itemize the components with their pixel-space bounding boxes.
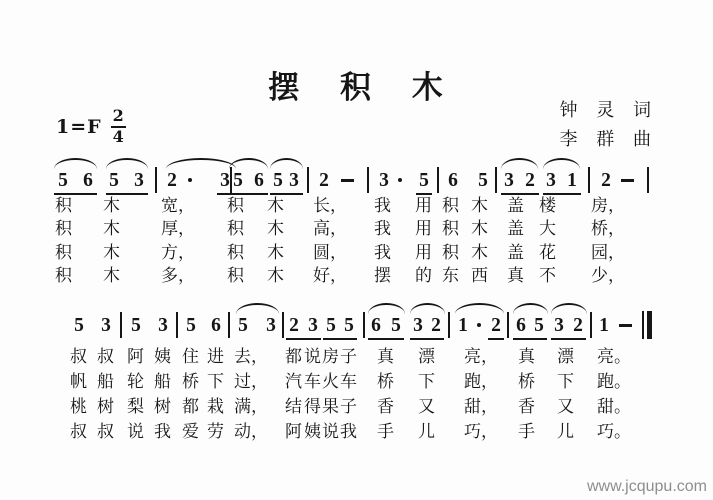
note-digit: 3 xyxy=(289,170,299,191)
lyric-syllable: 花 xyxy=(539,243,556,263)
note-digit: 3 xyxy=(504,170,514,191)
lyric-syllable: 真 xyxy=(518,347,535,367)
lyric-syllable: 甜。 xyxy=(597,397,631,417)
lyric-syllable: 桥， xyxy=(591,219,625,239)
lyric-syllable: 桃 xyxy=(70,397,87,417)
lyric-syllable: 积 xyxy=(227,196,244,216)
lyric-syllable: 又 xyxy=(557,397,574,417)
lyric-syllable: 宽， xyxy=(161,196,195,216)
lyric-syllable: 住 xyxy=(182,347,199,367)
lyric-syllable: 用 xyxy=(415,219,432,239)
lyric-syllable: 漂 xyxy=(418,347,435,367)
lyric-syllable: 木 xyxy=(103,196,120,216)
note-digit: 2 xyxy=(319,170,329,191)
lyric-syllable: 积 xyxy=(55,266,72,286)
lyric-syllable: 漂 xyxy=(557,347,574,367)
lyric-syllable: 多， xyxy=(161,266,195,286)
lyric-syllable: 真 xyxy=(507,266,524,286)
lyric-syllable: 去， xyxy=(234,347,268,367)
key-label: 1=F xyxy=(56,115,102,138)
lyric-syllable: 下 xyxy=(557,372,574,392)
lyric-syllable: 的 xyxy=(415,266,432,286)
barline xyxy=(176,312,178,338)
lyric-syllable: 姨 xyxy=(154,347,171,367)
lyric-syllable: 汽 xyxy=(285,372,302,392)
lyric-syllable: 木 xyxy=(267,196,284,216)
note-digit: 5 xyxy=(233,170,243,191)
final-barline-thin xyxy=(642,311,644,339)
lyric-syllable: 积 xyxy=(227,219,244,239)
lyric-syllable: 摆 xyxy=(374,266,391,286)
lyric-syllable: 进 xyxy=(207,347,224,367)
lyric-syllable: 车 xyxy=(340,372,357,392)
lyric-syllable: 少， xyxy=(591,266,625,286)
duration-dash xyxy=(619,324,632,327)
lyric-syllable: 桥 xyxy=(518,372,535,392)
lyric-syllable: 高， xyxy=(313,219,347,239)
lyric-syllable: 积 xyxy=(55,196,72,216)
lyric-syllable: 东 xyxy=(442,266,459,286)
note-digit: 5 xyxy=(186,315,196,336)
beam-underline xyxy=(551,338,586,340)
note-digit: 5 xyxy=(391,315,401,336)
note-digit: 5 xyxy=(238,315,248,336)
lyric-syllable: 果 xyxy=(322,397,339,417)
augmentation-dot xyxy=(477,323,481,327)
lyric-syllable: 好， xyxy=(313,266,347,286)
lyric-syllable: 说 xyxy=(127,422,144,442)
time-signature-numerator: 2 xyxy=(112,106,124,125)
lyric-syllable: 又 xyxy=(418,397,435,417)
lyric-syllable: 动， xyxy=(234,422,268,442)
lyric-syllable: 楼 xyxy=(539,196,556,216)
note-digit: 1 xyxy=(458,315,468,336)
lyric-syllable: 圆， xyxy=(313,243,347,263)
lyric-syllable: 车 xyxy=(304,372,321,392)
lyric-syllable: 子 xyxy=(340,397,357,417)
lyric-syllable: 满， xyxy=(234,397,268,417)
lyric-syllable: 都 xyxy=(285,347,302,367)
lyric-syllable: 说 xyxy=(304,347,321,367)
lyric-syllable: 我 xyxy=(374,243,391,263)
lyric-syllable: 真 xyxy=(377,347,394,367)
lyric-syllable: 厚， xyxy=(161,219,195,239)
note-digit: 3 xyxy=(134,170,144,191)
note-digit: 5 xyxy=(326,315,336,336)
barline xyxy=(363,312,365,338)
lyric-syllable: 积 xyxy=(442,196,459,216)
note-digit: 2 xyxy=(167,170,177,191)
lyric-syllable: 火 xyxy=(322,372,339,392)
beam-underline xyxy=(513,338,547,340)
note-digit: 3 xyxy=(379,170,389,191)
lyric-syllable: 木 xyxy=(471,196,488,216)
lyric-syllable: 积 xyxy=(55,219,72,239)
beam-underline xyxy=(323,338,357,340)
lyric-syllable: 木 xyxy=(267,243,284,263)
barline xyxy=(120,312,122,338)
barline xyxy=(448,312,450,338)
lyric-syllable: 盖 xyxy=(507,196,524,216)
lyric-syllable: 得 xyxy=(304,397,321,417)
lyric-syllable: 木 xyxy=(103,266,120,286)
lyric-syllable: 盖 xyxy=(507,243,524,263)
lyric-syllable: 爱 xyxy=(182,422,199,442)
lyric-syllable: 跑。 xyxy=(597,372,631,392)
note-digit: 5 xyxy=(419,170,429,191)
slur-arc xyxy=(368,303,405,314)
note-digit: 5 xyxy=(109,170,119,191)
note-digit: 6 xyxy=(83,170,93,191)
note-digit: 1 xyxy=(599,315,609,336)
lyric-syllable: 树 xyxy=(154,397,171,417)
watermark-url: www.jcqupu.com xyxy=(586,478,707,495)
lyric-syllable: 积 xyxy=(442,243,459,263)
note-digit: 2 xyxy=(601,170,611,191)
lyric-syllable: 都 xyxy=(182,397,199,417)
lyric-syllable: 阿 xyxy=(127,347,144,367)
lyric-syllable: 不 xyxy=(539,266,556,286)
note-digit: 5 xyxy=(74,315,84,336)
lyric-syllable: 儿 xyxy=(418,422,435,442)
lyric-syllable: 结 xyxy=(285,397,302,417)
lyric-syllable: 积 xyxy=(227,266,244,286)
lyric-syllable: 甜， xyxy=(464,397,498,417)
note-digit: 2 xyxy=(491,315,501,336)
time-signature-denominator: 4 xyxy=(112,127,124,146)
note-digit: 5 xyxy=(58,170,68,191)
note-digit: 6 xyxy=(371,315,381,336)
slur-arc xyxy=(513,303,548,314)
lyric-syllable: 叔 xyxy=(70,347,87,367)
lyric-syllable: 长， xyxy=(313,196,347,216)
composer-credit: 李 群 曲 xyxy=(559,129,651,150)
note-digit: 2 xyxy=(525,170,535,191)
beam-underline xyxy=(488,338,504,340)
note-digit: 6 xyxy=(211,315,221,336)
note-digit: 3 xyxy=(101,315,111,336)
slur-arc xyxy=(551,303,587,314)
lyric-syllable: 积 xyxy=(227,243,244,263)
beam-underline xyxy=(368,338,404,340)
lyric-syllable: 阿 xyxy=(285,422,302,442)
note-digit: 2 xyxy=(431,315,441,336)
barline xyxy=(228,312,230,338)
note-digit: 3 xyxy=(220,170,230,191)
lyric-syllable: 盖 xyxy=(507,219,524,239)
lyric-syllable: 香 xyxy=(377,397,394,417)
lyric-syllable: 方， xyxy=(161,243,195,263)
beam-underline xyxy=(286,338,321,340)
lyric-syllable: 积 xyxy=(55,243,72,263)
lyric-syllable: 叔 xyxy=(70,422,87,442)
note-digit: 5 xyxy=(534,315,544,336)
lyric-syllable: 我 xyxy=(374,219,391,239)
barline xyxy=(282,312,284,338)
note-digit: 5 xyxy=(273,170,283,191)
lyric-syllable: 木 xyxy=(471,219,488,239)
note-digit: 2 xyxy=(573,315,583,336)
note-digit: 6 xyxy=(448,170,458,191)
lyric-syllable: 我 xyxy=(340,422,357,442)
lyric-syllable: 下 xyxy=(207,372,224,392)
lyric-syllable: 木 xyxy=(267,219,284,239)
lyricist-credit: 钟 灵 词 xyxy=(559,100,651,121)
lyric-syllable: 下 xyxy=(418,372,435,392)
barline xyxy=(507,312,509,338)
lyric-syllable: 说 xyxy=(322,422,339,442)
final-barline-thick xyxy=(647,311,652,339)
lyric-syllable: 手 xyxy=(518,422,535,442)
note-digit: 6 xyxy=(516,315,526,336)
lyric-syllable: 儿 xyxy=(557,422,574,442)
lyric-syllable: 积 xyxy=(442,219,459,239)
note-digit: 6 xyxy=(254,170,264,191)
lyric-syllable: 用 xyxy=(415,196,432,216)
lyric-syllable: 梨 xyxy=(127,397,144,417)
song-title: 摆 积 木 xyxy=(268,70,445,106)
note-digit: 2 xyxy=(289,315,299,336)
lyric-syllable: 房， xyxy=(591,196,625,216)
lyric-syllable: 树 xyxy=(97,397,114,417)
lyric-syllable: 木 xyxy=(103,243,120,263)
lyric-syllable: 西 xyxy=(471,266,488,286)
note-digit: 1 xyxy=(567,170,577,191)
note-digit: 3 xyxy=(158,315,168,336)
lyric-syllable: 栽 xyxy=(207,397,224,417)
barline xyxy=(590,312,592,338)
lyric-syllable: 香 xyxy=(518,397,535,417)
note-digit: 3 xyxy=(554,315,564,336)
note-digit: 3 xyxy=(266,315,276,336)
lyric-syllable: 船 xyxy=(154,372,171,392)
lyric-syllable: 木 xyxy=(471,243,488,263)
note-digit: 3 xyxy=(413,315,423,336)
note-digit: 5 xyxy=(344,315,354,336)
lyric-syllable: 我 xyxy=(154,422,171,442)
beam-underline xyxy=(410,338,444,340)
lyric-syllable: 劳 xyxy=(207,422,224,442)
slur-arc xyxy=(236,303,279,314)
lyric-syllable: 大 xyxy=(539,219,556,239)
lyric-syllable: 桥 xyxy=(182,372,199,392)
lyric-syllable: 亮， xyxy=(464,347,498,367)
lyric-syllable: 子 xyxy=(340,347,357,367)
lyric-syllable: 巧。 xyxy=(597,422,631,442)
lyric-syllable: 过， xyxy=(234,372,268,392)
lyric-syllable: 手 xyxy=(377,422,394,442)
lyric-syllable: 轮 xyxy=(127,372,144,392)
lyric-syllable: 巧， xyxy=(464,422,498,442)
lyric-syllable: 用 xyxy=(415,243,432,263)
note-digit: 5 xyxy=(478,170,488,191)
lyric-syllable: 叔 xyxy=(97,347,114,367)
lyric-syllable: 木 xyxy=(267,266,284,286)
lyric-syllable: 姨 xyxy=(304,422,321,442)
note-digit: 3 xyxy=(546,170,556,191)
lyric-syllable: 桥 xyxy=(377,372,394,392)
note-digit: 3 xyxy=(308,315,318,336)
lyric-syllable: 房 xyxy=(322,347,339,367)
lyric-syllable: 船 xyxy=(97,372,114,392)
note-digit: 5 xyxy=(131,315,141,336)
slur-arc xyxy=(410,303,445,314)
lyric-syllable: 木 xyxy=(103,219,120,239)
slur-arc xyxy=(455,303,504,314)
lyric-syllable: 园， xyxy=(591,243,625,263)
lyric-syllable: 我 xyxy=(374,196,391,216)
lyric-syllable: 叔 xyxy=(97,422,114,442)
lyric-syllable: 帆 xyxy=(70,372,87,392)
lyric-syllable: 跑， xyxy=(464,372,498,392)
lyric-syllable: 亮。 xyxy=(597,347,631,367)
